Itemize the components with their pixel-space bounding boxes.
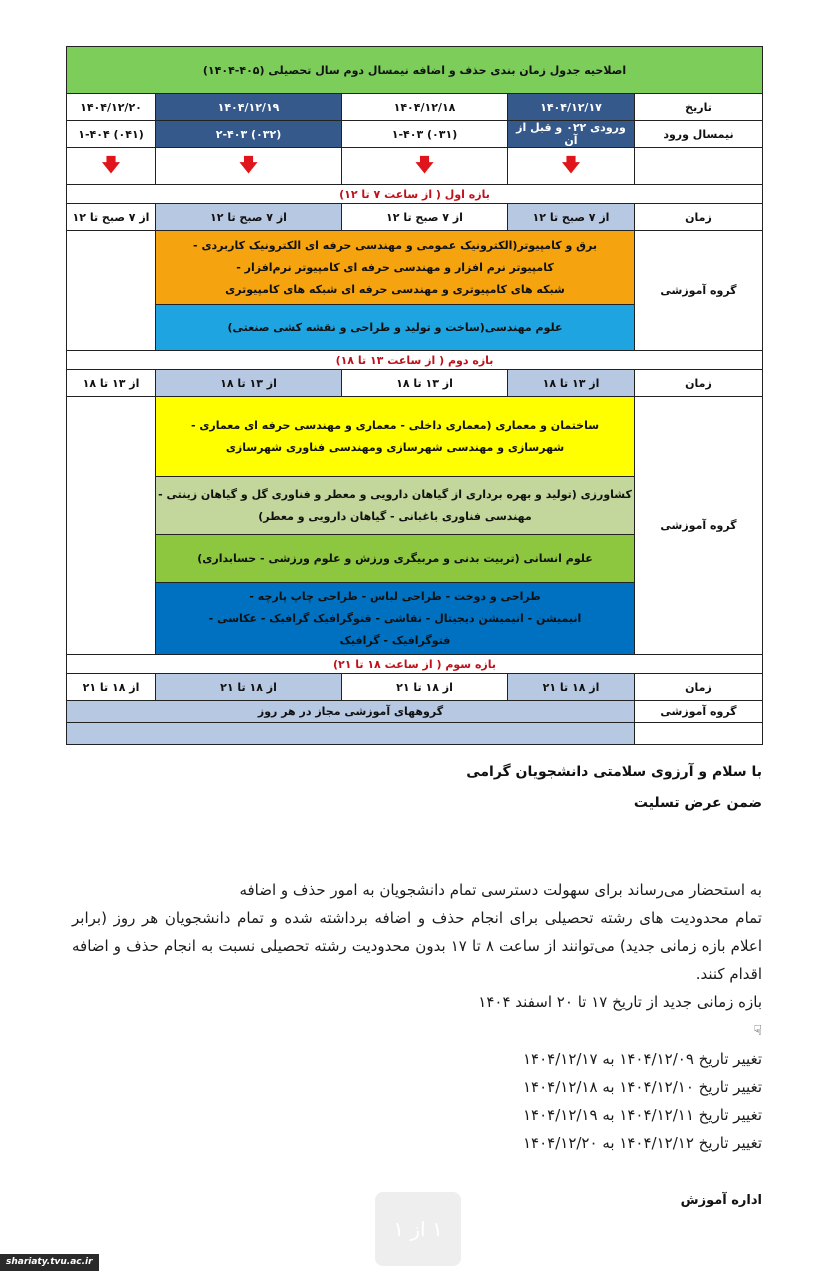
down-arrow-icon: 🡇 <box>561 155 581 176</box>
entry-cell: (۰۳۲) ۲-۴۰۳ <box>156 121 342 148</box>
notice-line: به استحضار می‌رساند برای سهولت دسترسی تمام دانشجویان به امور حذف و اضافه <box>239 881 762 899</box>
date-cell: ۱۴۰۴/۱۲/۱۸ <box>342 94 508 121</box>
time-cell: از ۱۳ تا ۱۸ <box>67 370 156 397</box>
slot3-title: بازه سوم ( از ساعت ۱۸ تا ۲۱) <box>67 655 763 674</box>
schedule-table <box>66 46 763 745</box>
watermark: shariaty.tvu.ac.ir <box>0 1254 99 1271</box>
time-cell: از ۷ صبح تا ۱۲ <box>156 204 342 231</box>
date-change: تغییر تاریخ ۱۴۰۴/۱۲/۰۹ به ۱۴۰۴/۱۲/۱۷ <box>522 1050 762 1068</box>
date-cell: ۱۴۰۴/۱۲/۱۷ <box>508 94 635 121</box>
empty-cell <box>67 231 156 351</box>
page-indicator: ۱ از ۱ <box>375 1192 461 1266</box>
group-block-electronics: برق و کامپیوتر(الکترونیک عمومی و مهندسی حرفه ای الکترونیک کاربردی - کامپیوتر نرم افزار و مهندسی حرفه ای کامپیوتر نرم‌افزار - شبکه های کامپیوتری و مهندسی حرفه ای شبکه های کامپیوتری <box>156 231 635 305</box>
signature: اداره آموزش <box>680 1193 762 1208</box>
group-block-humanities: علوم انسانی (تربیت بدنی و مربیگری ورزش و علوم ورزشی - حسابداری) <box>156 535 635 583</box>
time-cell: از ۱۸ تا ۲۱ <box>67 674 156 701</box>
time-cell: از ۷ صبح تا ۱۲ <box>508 204 635 231</box>
date-change: تغییر تاریخ ۱۴۰۴/۱۲/۱۰ به ۱۴۰۴/۱۲/۱۸ <box>522 1078 762 1096</box>
slot2-title: بازه دوم ( از ساعت ۱۳ تا ۱۸) <box>67 351 763 370</box>
group-block-agriculture: کشاورزی (تولید و بهره برداری از گیاهان دارویی و معطر و فناوری گل و گیاهان زینتی - مهندسی فناوری باغبانی - گیاهان دارویی و معطر) <box>156 477 635 535</box>
empty-cell <box>635 148 763 185</box>
time-label: زمان <box>635 370 763 397</box>
allowed-groups: گروههای آموزشی مجاز در هر روز <box>67 701 635 723</box>
time-cell: از ۱۳ تا ۱۸ <box>156 370 342 397</box>
time-cell: از ۱۸ تا ۲۱ <box>508 674 635 701</box>
time-label: زمان <box>635 204 763 231</box>
down-arrow-icon: 🡇 <box>239 155 258 176</box>
notice-line: تمام محدودیت های رشته تحصیلی برای انجام حذف و اضافه برداشته شده و تمام دانشجویان هر روز (برابر اعلام بازه زمانی جدید) می‌توانند از ساعت ۸ تا ۱۷ بدون محدودیت رشته تحصیلی نسبت به انجام حذف و اضافه اقدام کنند. <box>72 909 763 983</box>
time-label: زمان <box>635 674 763 701</box>
empty-bar <box>67 723 635 745</box>
group-label: گروه آموزشی <box>635 397 763 655</box>
date-cell: ۱۴۰۴/۱۲/۱۹ <box>156 94 342 121</box>
slot1-title: بازه اول ( از ساعت ۷ تا ۱۲) <box>67 185 763 204</box>
entry-cell: (۰۴۱) ۱-۴۰۴ <box>67 121 156 148</box>
down-arrow-icon: 🡇 <box>415 155 434 176</box>
time-cell: از ۱۳ تا ۱۸ <box>342 370 508 397</box>
entry-cell: ورودی ۰۲۲ و قبل از آن <box>508 121 635 148</box>
entry-cell: (۰۳۱) ۱-۴۰۳ <box>342 121 508 148</box>
table-title: اصلاحیه جدول زمان بندی حذف و اضافه نیمسال دوم سال تحصیلی (۴۰۵-۱۴۰۴) <box>67 47 763 94</box>
group-block-engineering: علوم مهندسی(ساخت و تولید و طراحی و نقشه کشی صنعتی) <box>156 305 635 351</box>
down-arrow-icon: 🡇 <box>101 155 121 176</box>
date-label: تاریخ <box>635 94 763 121</box>
schedule-sheet <box>66 46 762 745</box>
greeting: با سلام و آرزوی سلامتی دانشجویان گرامی <box>466 764 762 780</box>
empty-cell <box>635 723 763 745</box>
date-change: تغییر تاریخ ۱۴۰۴/۱۲/۱۱ به ۱۴۰۴/۱۲/۱۹ <box>522 1106 762 1124</box>
group-label: گروه آموزشی <box>635 231 763 351</box>
notice-line: بازه زمانی جدید از تاریخ ۱۷ تا ۲۰ اسفند ۱۴۰۴ <box>478 993 762 1011</box>
date-cell: ۱۴۰۴/۱۲/۲۰ <box>67 94 156 121</box>
group-label: گروه آموزشی <box>635 701 763 723</box>
time-cell: از ۱۳ تا ۱۸ <box>508 370 635 397</box>
condolence: ضمن عرض تسلیت <box>633 795 762 811</box>
pointing-hand-icon: ☟ <box>753 1023 762 1039</box>
empty-cell <box>67 397 156 655</box>
date-change: تغییر تاریخ ۱۴۰۴/۱۲/۱۲ به ۱۴۰۴/۱۲/۲۰ <box>522 1134 762 1152</box>
group-block-art: طراحی و دوخت - طراحی لباس - طراحی چاپ پارچه - انیمیشن - انیمیشن دیجیتال - نقاشی - فتوگرافیک گرافیک - عکاسی - فتوگرافیک - گرافیک <box>156 583 635 655</box>
group-block-architecture: ساختمان و معماری (معماری داخلی - معماری و مهندسی حرفه ای معماری - شهرسازی و مهندسی شهرسازی ومهندسی فناوری شهرسازی <box>156 397 635 477</box>
time-cell: از ۱۸ تا ۲۱ <box>156 674 342 701</box>
entry-label: نیمسال ورود <box>635 121 763 148</box>
time-cell: از ۱۸ تا ۲۱ <box>342 674 508 701</box>
notice-paragraph <box>72 876 762 1157</box>
time-cell: از ۷ صبح تا ۱۲ <box>342 204 508 231</box>
time-cell: از ۷ صبح تا ۱۲ <box>67 204 156 231</box>
